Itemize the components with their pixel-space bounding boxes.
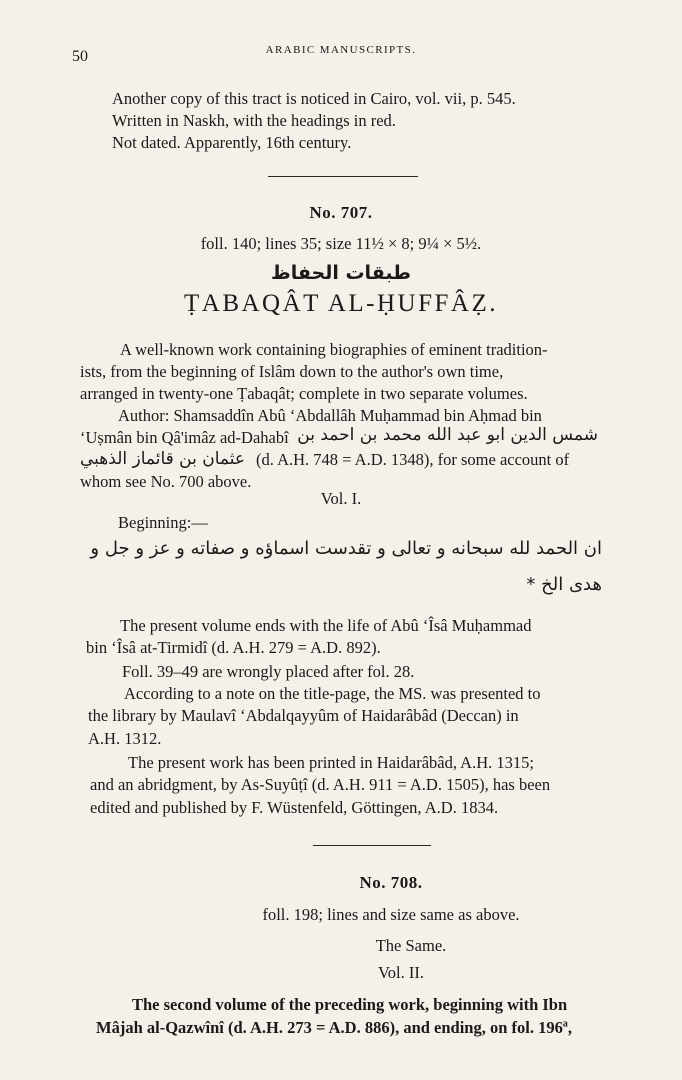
author-arabic: عثمان بن قائماز الذهبي: [80, 449, 245, 469]
entry-number: No. 708.: [359, 873, 423, 892]
section-divider: [313, 845, 431, 846]
author-line: Author: Shamsaddîn Abû ‘Abdallâh Muḥammad bin Aḥmad bin: [118, 406, 542, 425]
prev-entry-line: Not dated. Apparently, 16th century.: [112, 133, 352, 152]
description-line: Mâjah al-Qazwînî (d. A.H. 273 = A.D. 886), and ending, on fol. 196ª,: [96, 1018, 572, 1037]
author-arabic: شمس الدين ابو عبد الله محمد بن احمد بن: [297, 425, 598, 445]
note-line: The present work has been printed in Haidarâbâd, A.H. 1315;: [128, 753, 534, 772]
page-number: 50: [72, 48, 88, 65]
entry-collation: foll. 198; lines and size same as above.: [262, 905, 520, 924]
description-line: ists, from the beginning of Islâm down to the author's own time,: [80, 362, 504, 381]
note-line: edited and published by F. Wüstenfeld, Göttingen, A.D. 1834.: [90, 798, 499, 817]
note-line: Foll. 39–49 are wrongly placed after fol. 28.: [122, 662, 415, 681]
entry-number: No. 707.: [309, 203, 373, 222]
author-line: ‘Uṣmân bin Qâ'imâz ad-Dahabî: [80, 428, 289, 447]
work-title: ṬABAQÂT AL-ḤUFFÂẒ.: [184, 290, 498, 317]
volume-label: Vol. I.: [320, 489, 362, 508]
description-line: arranged in twenty-one Ṭabaqât; complete in two separate volumes.: [80, 384, 528, 403]
beginning-arabic: ان الحمد لله سبحانه و تعالى و تقدست اسماؤه و صفاته و عز و جل و: [90, 538, 602, 559]
note-line: bin ‘Îsâ at-Tirmidî (d. A.H. 279 = A.D. 892).: [86, 638, 381, 657]
author-line: (d. A.H. 748 = A.D. 1348), for some account of: [256, 450, 570, 469]
work-title: The Same.: [375, 936, 447, 955]
description-line: The second volume of the preceding work, beginning with Ibn: [132, 995, 568, 1014]
note-line: The present volume ends with the life of Abû ‘Îsâ Muḥammad: [120, 616, 532, 635]
note-line: and an abridgment, by As-Suyûṭî (d. A.H. 911 = A.D. 1505), has been: [90, 775, 551, 794]
prev-entry-line: Another copy of this tract is noticed in Cairo, vol. vii, p. 545.: [112, 89, 516, 108]
entry-collation: foll. 140; lines 35; size 11½ × 8; 9¼ × 5½.: [200, 234, 482, 253]
description-line: A well-known work containing biographies of eminent tradition-: [120, 340, 548, 359]
note-line: the library by Maulavî ‘Abdalqayyûm of Haidarâbâd (Deccan) in: [88, 706, 519, 725]
running-header: ARABIC MANUSCRIPTS.: [265, 44, 417, 56]
beginning-arabic: هدى الخ *: [526, 574, 602, 595]
prev-entry-line: Written in Naskh, with the headings in red.: [112, 111, 396, 130]
note-line: A.H. 1312.: [88, 729, 162, 748]
arabic-title: طبقات الحفاظ: [270, 262, 412, 284]
volume-label: Vol. II.: [378, 963, 424, 982]
note-line: According to a note on the title-page, the MS. was presented to: [124, 684, 541, 703]
section-divider: [268, 176, 418, 177]
beginning-label: Beginning:—: [118, 513, 208, 532]
author-line: whom see No. 700 above.: [80, 472, 252, 491]
